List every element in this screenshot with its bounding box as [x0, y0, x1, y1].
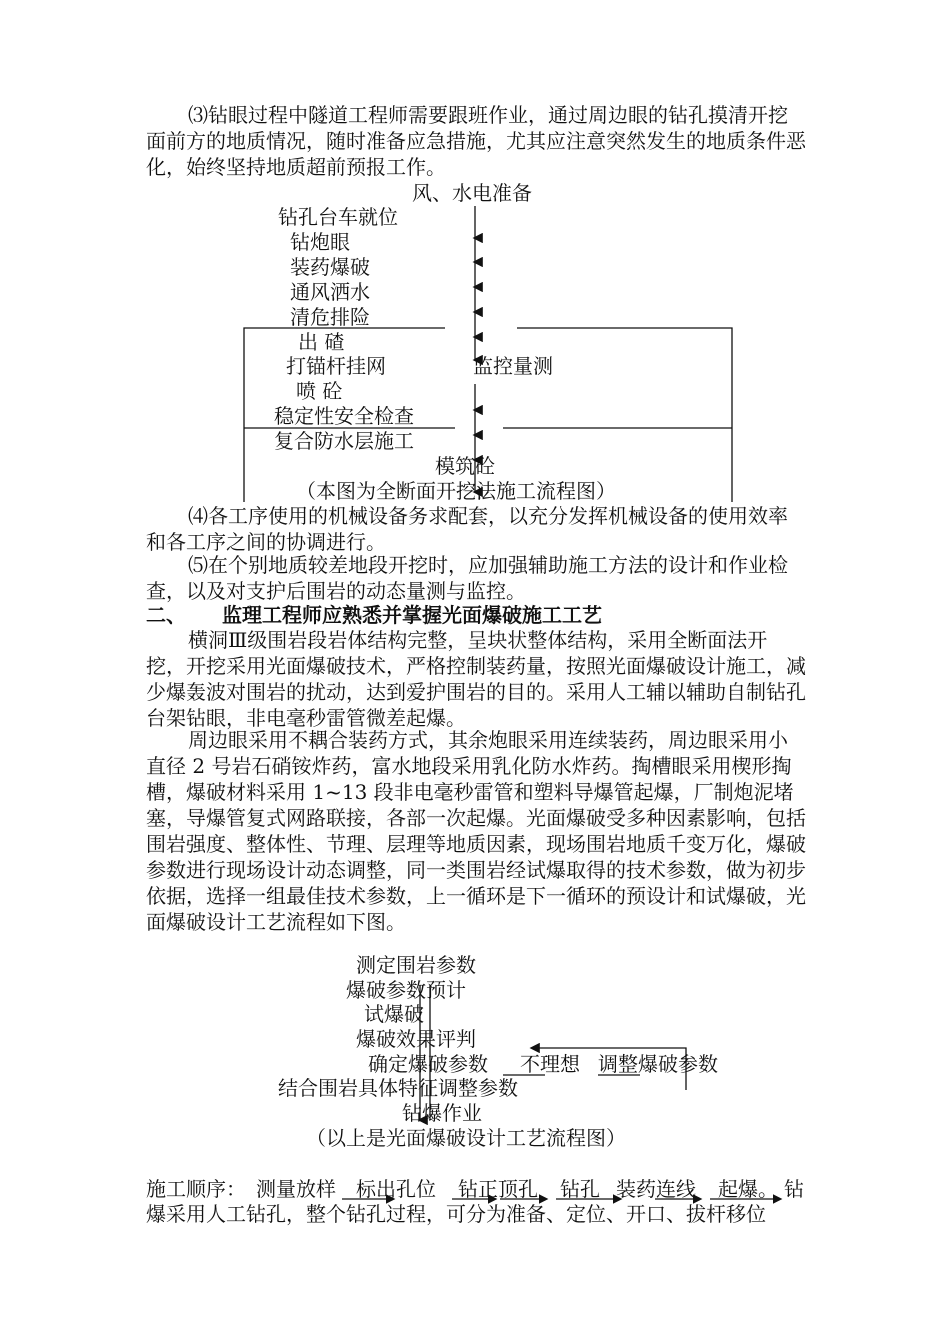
paragraph-4: ⑷各工序使用的机械设备务求配套，以充分发挥机械设备的使用效率和各工序之间的协调进行。 — [146, 504, 788, 554]
sequence-step-survey: 测量放样 — [256, 1177, 336, 1201]
body-paragraph-2: 周边眼采用不耦合装药方式，其余炮眼采用连续装药，周边眼采用小直径 2 号岩石硝铵炸药，富水地段采用乳化防水炸药。掏槽眼采用楔形掏槽，爆破材料采用 1~13 段非电毫秒雷管和塑料导爆管起爆，厂制炮泥堵塞，导爆管复式网路联接，各部一次起爆。光面爆破受多种因素影响，包括围岩强度、整体性、节理、层理等地质因素，现场围岩地质千变万化，爆破参数进行现场设计动态调整，同一类围岩经试爆取得的技术参数，做为初步依据，选择一组最佳技术参数，上一循环是下一循环的预设计和试爆破，光面爆破设计工艺流程如下图。 — [146, 728, 806, 934]
paragraph-5: ⑸在个别地质较差地段开挖时，应加强辅助施工方法的设计和作业检查，以及对支护后围岩的动态量测与监控。 — [146, 553, 788, 603]
flow1-side-monitoring: 监控量测 — [473, 354, 553, 378]
section-title: 监理工程师应熟悉并掌握光面爆破施工工艺 — [222, 603, 602, 627]
flow1-step-waterproofing: 复合防水层施工 — [274, 429, 414, 453]
flow2-step-trial-blast: 试爆破 — [364, 1002, 424, 1026]
sequence-step-detonate: 起爆。 — [718, 1177, 778, 1201]
flow1-step-drill-rig: 钻孔台车就位 — [278, 205, 398, 229]
sequence-line-2: 爆采用人工钻孔，整个钻孔过程，可分为准备、定位、开口、拔杆移位 — [146, 1202, 766, 1226]
flow2-step-drill-blast: 钻爆作业 — [402, 1101, 482, 1125]
flow2-step-adjust-params: 结合围岩具体特征调整参数 — [278, 1076, 518, 1100]
flow2-step-determine-params: 确定爆破参数 — [368, 1052, 488, 1076]
flow1-step-charging-blast: 装药爆破 — [290, 255, 370, 279]
flow1-step-power-water: 风、水电准备 — [412, 181, 532, 205]
flow1-step-stability-check: 稳定性安全检查 — [274, 404, 414, 428]
sequence-step-charge-connect: 装药连线 — [616, 1177, 696, 1201]
sequence-step-drill: 钻孔 — [560, 1177, 600, 1201]
flow1-step-concrete-lining: 模筑砼 — [435, 454, 495, 478]
flow2-step-estimate-params: 爆破参数预计 — [346, 978, 466, 1002]
body-paragraph-1: 横洞Ⅲ级围岩段岩体结构完整，呈块状整体结构，采用全断面法开挖，开挖采用光面爆破技术，严格控制装药量，按照光面爆破设计施工，减少爆轰波对围岩的扰动，达到爱护围岩的目的。采用人工辅以辅助自制钻孔台架钻眼，非电毫秒雷管微差起爆。 — [146, 628, 806, 730]
flow1-step-mucking: 出 碴 — [298, 330, 345, 354]
flow1-caption: （本图为全断面开挖法施工流程图） — [296, 479, 616, 503]
sequence-tail: 钻 — [784, 1177, 804, 1201]
paragraph-3: ⑶钻眼过程中隧道工程师需要跟班作业，通过周边眼的钻孔摸清开挖面前方的地质情况，随时准备应急措施，尤其应注意突然发生的地质条件恶化，始终坚持地质超前预报工作。 — [146, 103, 806, 179]
sequence-step-mark-holes: 标出孔位 — [356, 1177, 436, 1201]
flow1-step-bolting-mesh: 打锚杆挂网 — [286, 354, 386, 378]
flow2-step-evaluate: 爆破效果评判 — [356, 1027, 476, 1051]
flow2-caption: （以上是光面爆破设计工艺流程图） — [306, 1126, 626, 1150]
sequence-prefix: 施工顺序： — [146, 1177, 246, 1201]
flow1-step-drill-holes: 钻炮眼 — [290, 230, 350, 254]
flow1-step-scaling: 清危排险 — [290, 305, 370, 329]
sequence-step-drill-top: 钻正顶孔 — [458, 1177, 538, 1201]
section-heading — [146, 602, 602, 628]
flow2-step-measure-rock: 测定围岩参数 — [356, 953, 476, 977]
flow2-branch-target: 调整爆破参数 — [598, 1052, 718, 1076]
flow1-step-shotcrete: 喷 砼 — [296, 379, 343, 403]
flow2-branch-label: 不理想 — [520, 1052, 580, 1076]
section-number: 二、 — [146, 603, 186, 627]
flow1-step-ventilation: 通风洒水 — [290, 280, 370, 304]
